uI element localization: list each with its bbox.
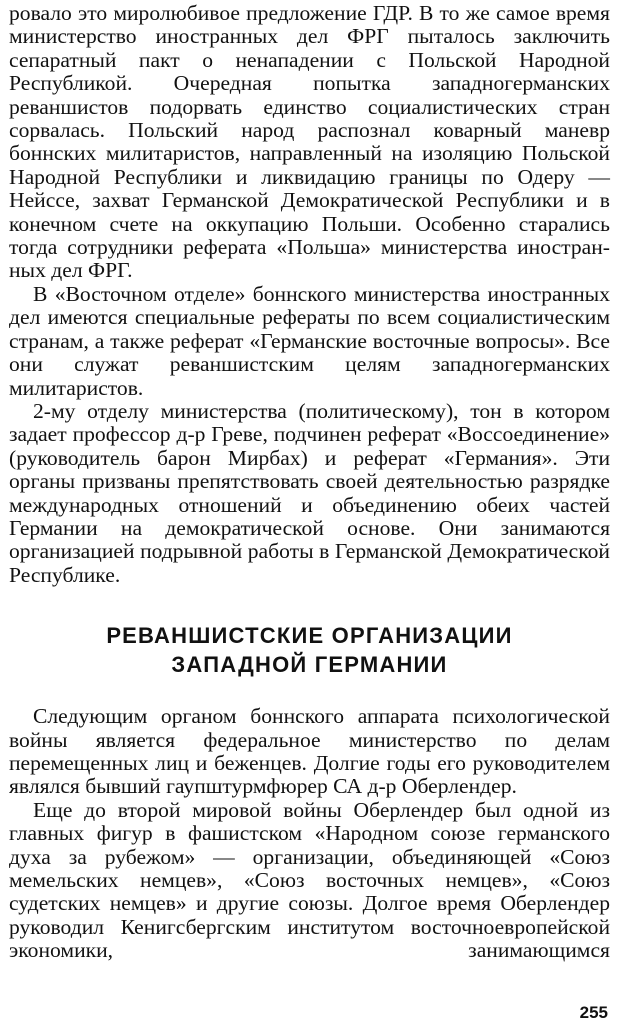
section-heading	[9, 621, 610, 679]
section-heading-line-2: ЗАПАДНОЙ ГЕРМАНИИ	[171, 652, 448, 678]
page-number: 255	[579, 1003, 608, 1022]
paragraph-oberlaender: Еще до второй мировой войны Оберлендер был одной из главных фигур в фашистском «Народном союзе германского духа за рубежом» — организации, объединяющей «Союз мемельских немцев», «Союз восточных немцев», «Союз судетских немцев» и другие союзы. Долгое время Оберлендер руководил Кенигсбергским институтом восточноевропейской экономики, занимающимся	[9, 797, 610, 963]
paragraph-ministry-refugees: Следующим органом боннского аппарата психологической войны является федеральное министерство по делам перемещенных лиц и беженцев. Долгие годы его руководителем являлся бывший гаупштурмфюрер СА д-р Оберлендер.	[9, 704, 610, 799]
section-heading-line-1: РЕВАНШИСТСКИЕ ОРГАНИЗАЦИИ	[106, 623, 513, 649]
paragraph-eastern-department: В «Восточном отделе» боннского министерства иностранных дел имеются специальные рефераты по всем социалистическим странам, а также реферат «Германские восточные вопросы». Все они служат реваншистским целям западногерманских милитаристов.	[9, 281, 610, 400]
paragraph-continuation: ровало это миролюбивое предложение ГДР. В то же самое время министерство иностранных дел ФРГ пыталось заключить сепаратный пакт о ненападении с Польской Народной Республикой. Очередная попытка западногерманских реваншистов подорвать единство социалистических стран сорвалась. Польский народ распознал коварный маневр боннских милитаристов, направленный на изоляцию Польской Народной Республики и ликвидацию границы по Одеру — Нейссе, захват Германской Демократической Республики и в конечном счете на оккупацию Польши. Особенно старались тогда сотрудники реферата «Польша» министерства иностранных дел ФРГ.	[9, 1, 610, 283]
paragraph-political-department: 2-му отделу министерства (политическому), тон в котором задает профессор д-р Греве, подчинен реферат «Воссоединение» (руководитель барон Мирбах) и реферат «Германия». Эти органы призваны препятствовать своей деятельностью разрядке международных отношений и объединению обеих частей Германии на демократической основе. Они занимаются организацией подрывной работы в Германской Демократической Республике.	[9, 398, 610, 587]
